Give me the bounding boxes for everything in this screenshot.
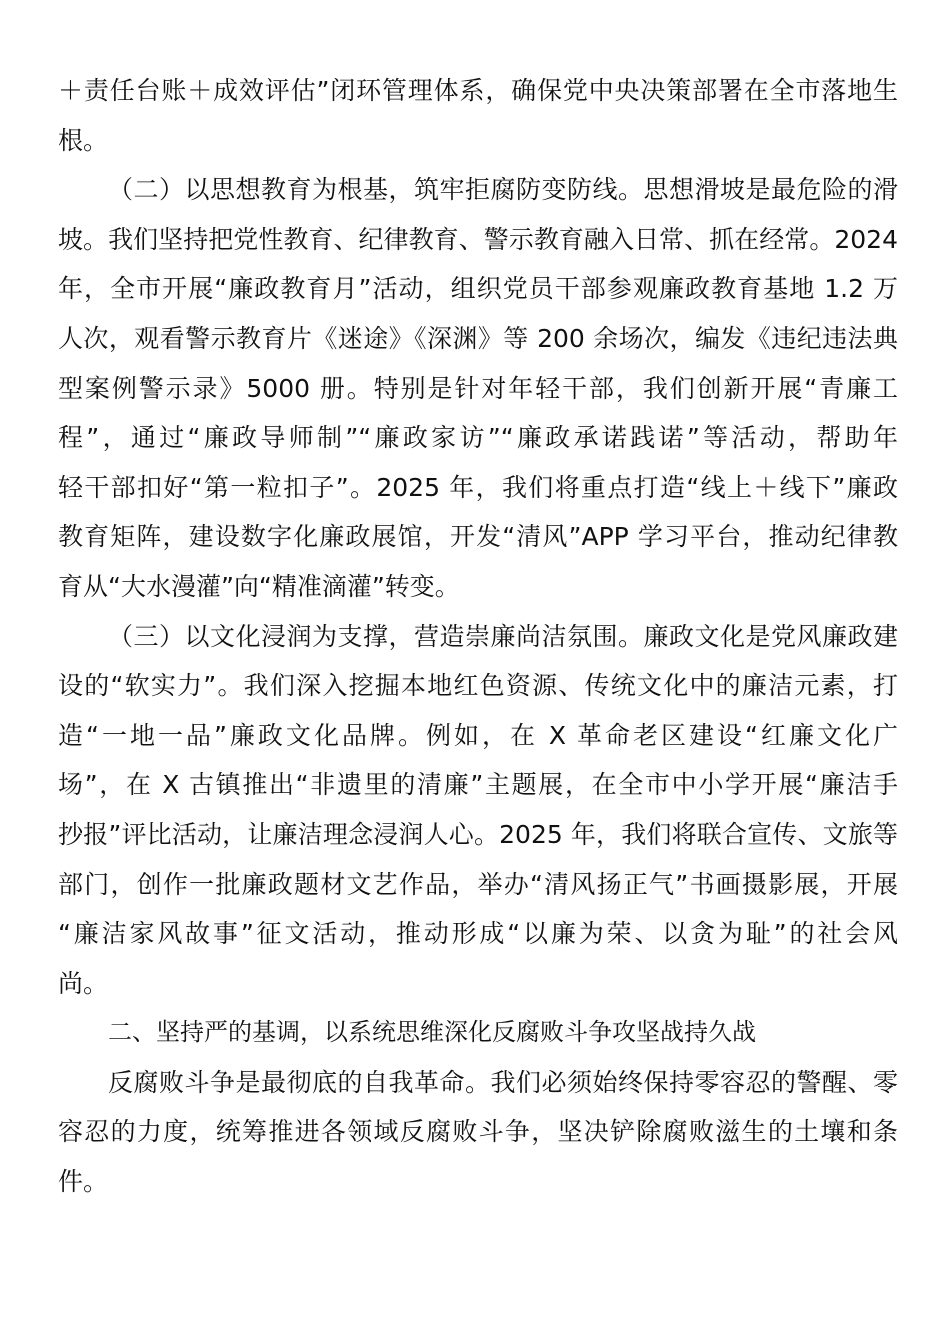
paragraph-cultural-nourishment <box>58 612 898 1009</box>
text-line: 反腐败斗争是最彻底的自我革命。我们必须始终保持零容忍的警醒、零 <box>108 1067 898 1097</box>
text-line: ＋责任台账＋成效评估”闭环管理体系，确保党中央决策部署在全市落地生 <box>58 76 898 105</box>
text-line: 根。 <box>58 125 109 155</box>
text-line: 抄报”评比活动，让廉洁理念浸润人心。2025 年，我们将联合宣传、文旅等 <box>58 819 898 849</box>
text-line: 容忍的力度，统筹推进各领域反腐败斗争，坚决铲除腐败滋生的土壤和条 <box>58 1117 898 1147</box>
text-line: 部门，创作一批廉政题材文艺作品，举办“清风扬正气”书画摄影展，开展 <box>58 869 898 899</box>
text-line: （三）以文化浸润为支撑，营造崇廉尚洁氛围。廉政文化是党风廉政建 <box>108 621 898 651</box>
text-line: 坡。我们坚持把党性教育、纪律教育、警示教育融入日常、抓在经常。2024 <box>58 224 898 254</box>
text-line: 件。 <box>58 1167 109 1197</box>
text-line: 造“一地一品”廉政文化品牌。例如，在 X 革命老区建设“红廉文化广 <box>58 720 898 750</box>
section-heading <box>58 1008 898 1058</box>
text-line: 年，全市开展“廉政教育月”活动，组织党员干部参观廉政教育基地 1.2 万 <box>58 274 898 304</box>
text-line: 程”，通过“廉政导师制”“廉政家访”“廉政承诺践诺”等活动，帮助年 <box>58 423 898 453</box>
text-line: 设的“软实力”。我们深入挖掘本地红色资源、传统文化中的廉洁元素，打 <box>58 671 898 701</box>
text-line: 育从“大水漫灌”向“精准滴灌”转变。 <box>58 571 460 601</box>
heading-text: 二、坚持严的基调，以系统思维深化反腐败斗争攻坚战持久战 <box>108 1018 756 1047</box>
text-line: “廉洁家风故事”征文活动，推动形成“以廉为荣、以贪为耻”的社会风 <box>58 919 898 949</box>
paragraph-closed-loop-system <box>58 66 898 165</box>
text-line: 教育矩阵，建设数字化廉政展馆，开发“清风”APP 学习平台，推动纪律教 <box>58 522 898 552</box>
text-line: 轻干部扣好“第一粒扣子”。2025 年，我们将重点打造“线上＋线下”廉政 <box>58 472 898 502</box>
text-line: 人次，观看警示教育片《迷途》《深渊》等 200 余场次，编发《违纪违法典 <box>58 323 898 353</box>
document-page <box>58 66 898 1207</box>
text-line: （二）以思想教育为根基，筑牢拒腐防变防线。思想滑坡是最危险的滑 <box>108 175 898 205</box>
paragraph-anti-corruption <box>58 1058 898 1207</box>
text-line: 场”，在 X 古镇推出“非遗里的清廉”主题展，在全市中小学开展“廉洁手 <box>58 770 898 800</box>
text-line: 型案例警示录》5000 册。特别是针对年轻干部，我们创新开展“青廉工 <box>58 373 898 403</box>
paragraph-ideological-education <box>58 165 898 611</box>
text-line: 尚。 <box>58 968 109 998</box>
